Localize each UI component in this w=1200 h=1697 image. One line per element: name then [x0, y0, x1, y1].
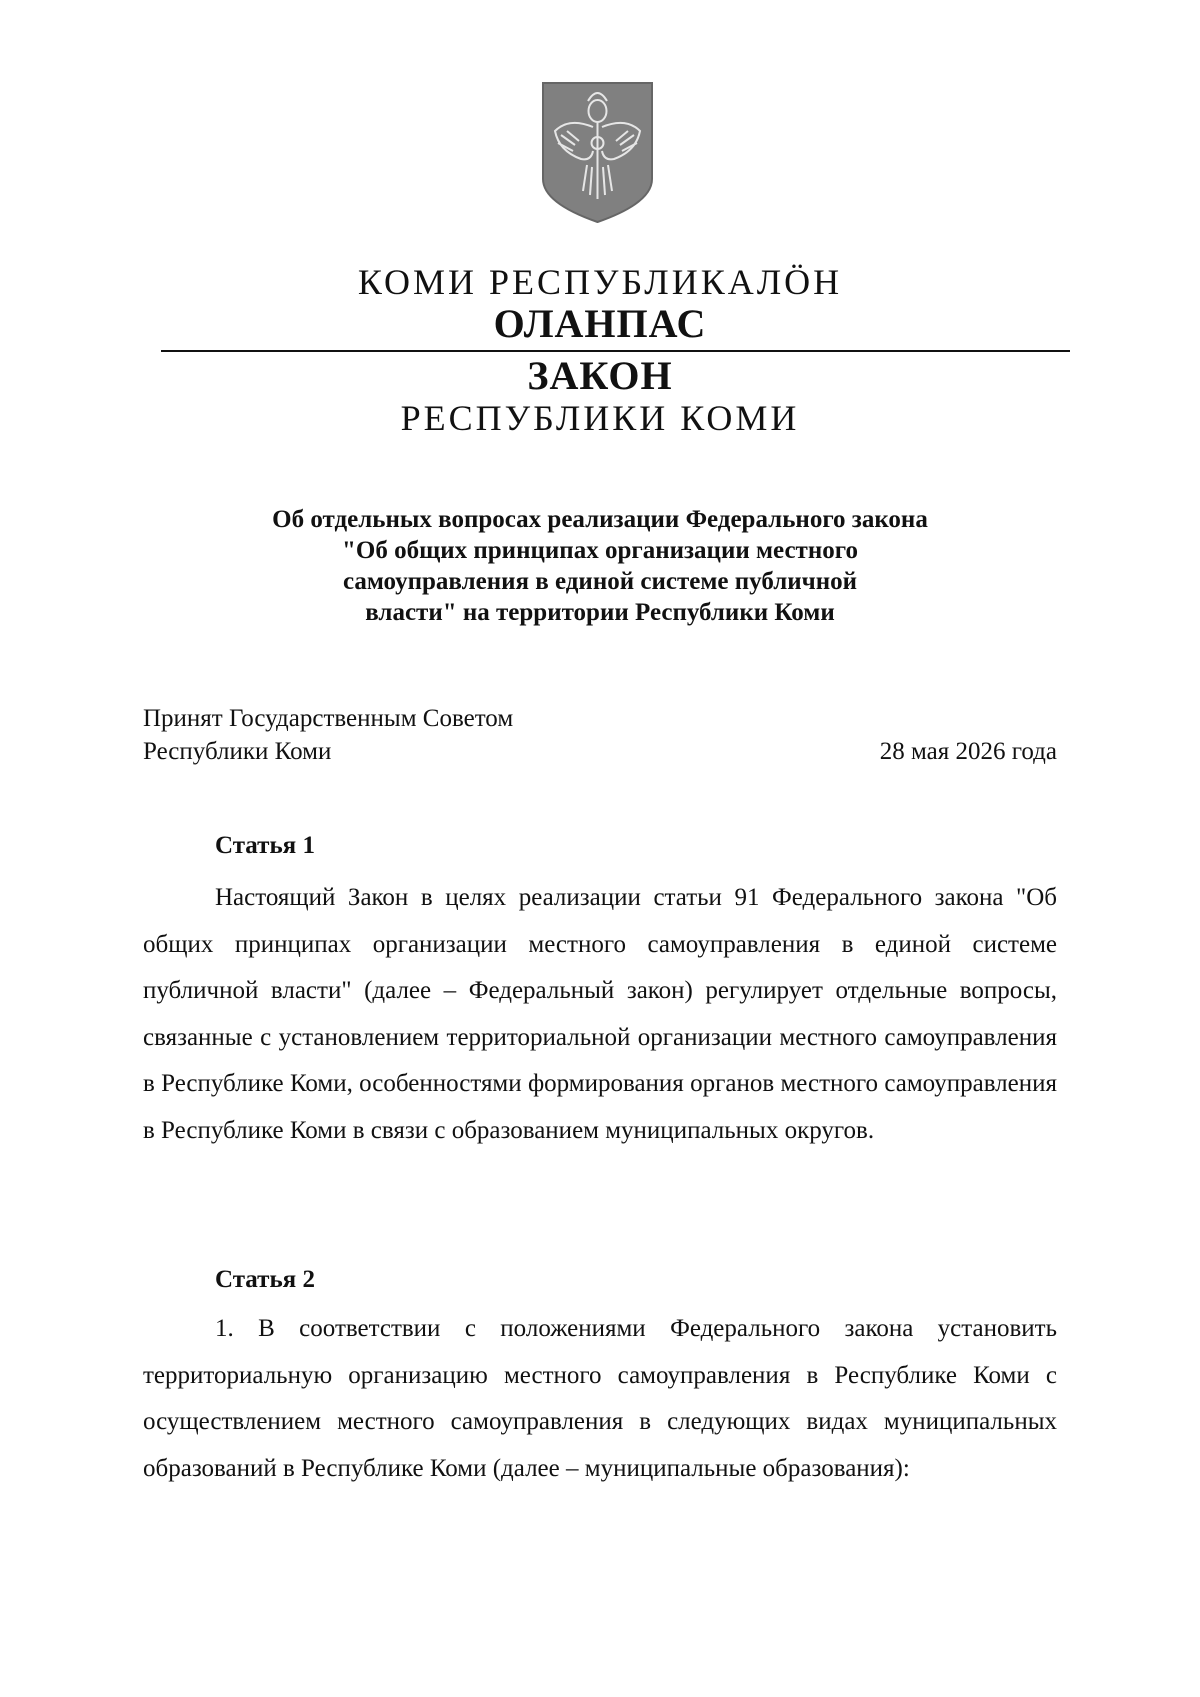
header-komi-line: КОМИ РЕСПУБЛИКАЛӦН [357, 262, 843, 302]
law-title-line: Об отдельных вопросах реализации Федерального закона [272, 506, 928, 533]
article-2-heading: Статья 2 [215, 1266, 315, 1293]
law-title-line: власти" на территории Республики Коми [365, 599, 835, 626]
header-divider [161, 350, 1070, 352]
adoption-date: 28 мая 2026 года [879, 738, 1057, 765]
law-title-line: "Об общих принципах организации местного [342, 537, 858, 564]
komi-coat-of-arms-icon [541, 81, 654, 224]
header-respubliki-komi: РЕСПУБЛИКИ КОМИ [400, 398, 800, 438]
law-title-line: самоуправления в единой системе публичной [342, 568, 858, 595]
header-zakon: ЗАКОН [527, 353, 673, 398]
article-2-text: 1. В соответствии с положениями Федерального закона установить территориальную организацию местного самоуправления в Республике Коми с осуществлением местного самоуправления в следующих видах муниципальных образований в Республике Коми (далее – муниципальные образования): [143, 1315, 1057, 1482]
article-1-heading: Статья 1 [215, 832, 315, 859]
article-1-text: Настоящий Закон в целях реализации статьи 91 Федерального закона "Об общих принципах организации местного самоуправления в единой системе публичной власти" (далее – Федеральный закон) регулирует отдельные вопросы, связанные с установлением территориальной организации местного самоуправления в Республике Коми, особенностями формирования органов местного самоуправления в Республике Коми в связи с образованием муниципальных округов. [143, 884, 1057, 1144]
adoption-statement [143, 702, 513, 768]
adoption-line-1: Принят Государственным Советом [143, 705, 514, 732]
law-title [160, 504, 1040, 628]
header-olanpas: ОЛАНПАС [493, 301, 707, 346]
adoption-line-2: Республики Коми [143, 738, 332, 765]
